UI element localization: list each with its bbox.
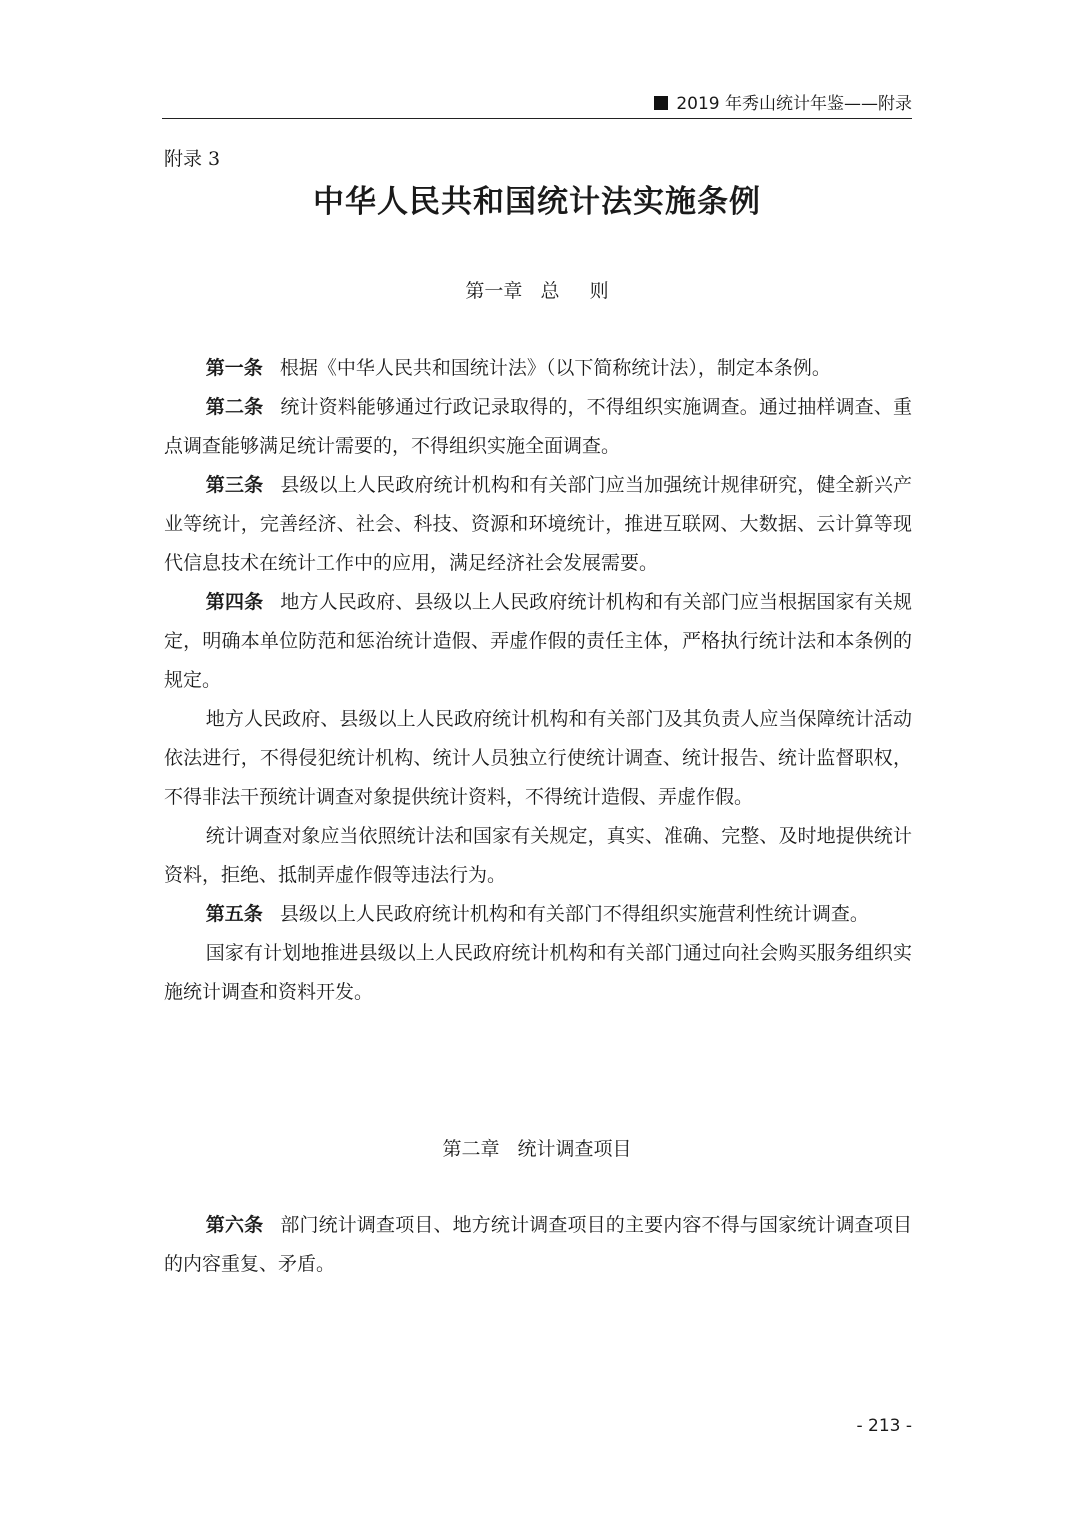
chapter-2-title: 第二章 统计调查项目 [442, 1138, 632, 1160]
article-number: 第四条 [205, 591, 264, 613]
paragraph-text: 地方人民政府、县级以上人民政府统计机构和有关部门及其负责人应当保障统计活动依法进行，不得侵犯统计机构、统计人员独立行使统计调查、统计报告、统计监督职权，不得非法干预统计调查对象提供统计资料，不得统计造假、弄虚作假。 [164, 708, 912, 808]
paragraph-text: 统计调查对象应当依照统计法和国家有关规定，真实、准确、完整、及时地提供统计资料，拒绝、抵制弄虚作假等违法行为。 [164, 825, 912, 886]
article-number: 第一条 [205, 357, 263, 379]
article-paragraph [164, 349, 912, 388]
running-head-text: 2019 年秀山统计年鉴——附录 [676, 94, 912, 114]
paragraph-text: 根据《中华人民共和国统计法》（以下简称统计法），制定本条例。 [279, 357, 831, 379]
chapter-2-body [164, 1206, 912, 1284]
paragraph-text: 部门统计调查项目、地方统计调查项目的主要内容不得与国家统计调查项目的内容重复、矛盾。 [164, 1214, 912, 1275]
chapter-1-body [164, 349, 912, 1012]
paragraph-text: 统计资料能够通过行政记录取得的，不得组织实施调查。通过抽样调查、重点调查能够满足统计需要的，不得组织实施全面调查。 [164, 396, 912, 457]
paragraph-text: 县级以上人民政府统计机构和有关部门应当加强统计规律研究，健全新兴产业等统计，完善经济、社会、科技、资源和环境统计，推进互联网、大数据、云计算等现代信息技术在统计工作中的应用，满足经济社会发展需要。 [164, 474, 912, 574]
running-head [162, 92, 912, 119]
continuation-paragraph [164, 817, 912, 895]
page-number: - 213 - [856, 1416, 912, 1436]
article-number: 第五条 [205, 903, 263, 925]
article-paragraph [164, 1206, 912, 1284]
article-paragraph [164, 466, 912, 583]
chapter-1-title: 第一章 总 则 [465, 280, 609, 302]
paragraph-text: 县级以上人民政府统计机构和有关部门不得组织实施营利性统计调查。 [279, 903, 869, 925]
article-number: 第六条 [205, 1214, 264, 1236]
paragraph-text: 国家有计划地推进县级以上人民政府统计机构和有关部门通过向社会购买服务组织实施统计调查和资料开发。 [164, 942, 912, 1003]
paragraph-text: 地方人民政府、县级以上人民政府统计机构和有关部门应当根据国家有关规定，明确本单位防范和惩治统计造假、弄虚作假的责任主体，严格执行统计法和本条例的规定。 [164, 591, 912, 691]
article-paragraph [164, 583, 912, 700]
continuation-paragraph [164, 934, 912, 1012]
continuation-paragraph [164, 700, 912, 817]
document-title: 中华人民共和国统计法实施条例 [313, 184, 761, 220]
article-paragraph [164, 388, 912, 466]
article-number: 第二条 [205, 396, 264, 418]
appendix-label: 附录 3 [164, 148, 221, 170]
square-bullet-icon [654, 96, 668, 110]
article-paragraph [164, 895, 912, 934]
article-number: 第三条 [205, 474, 264, 496]
